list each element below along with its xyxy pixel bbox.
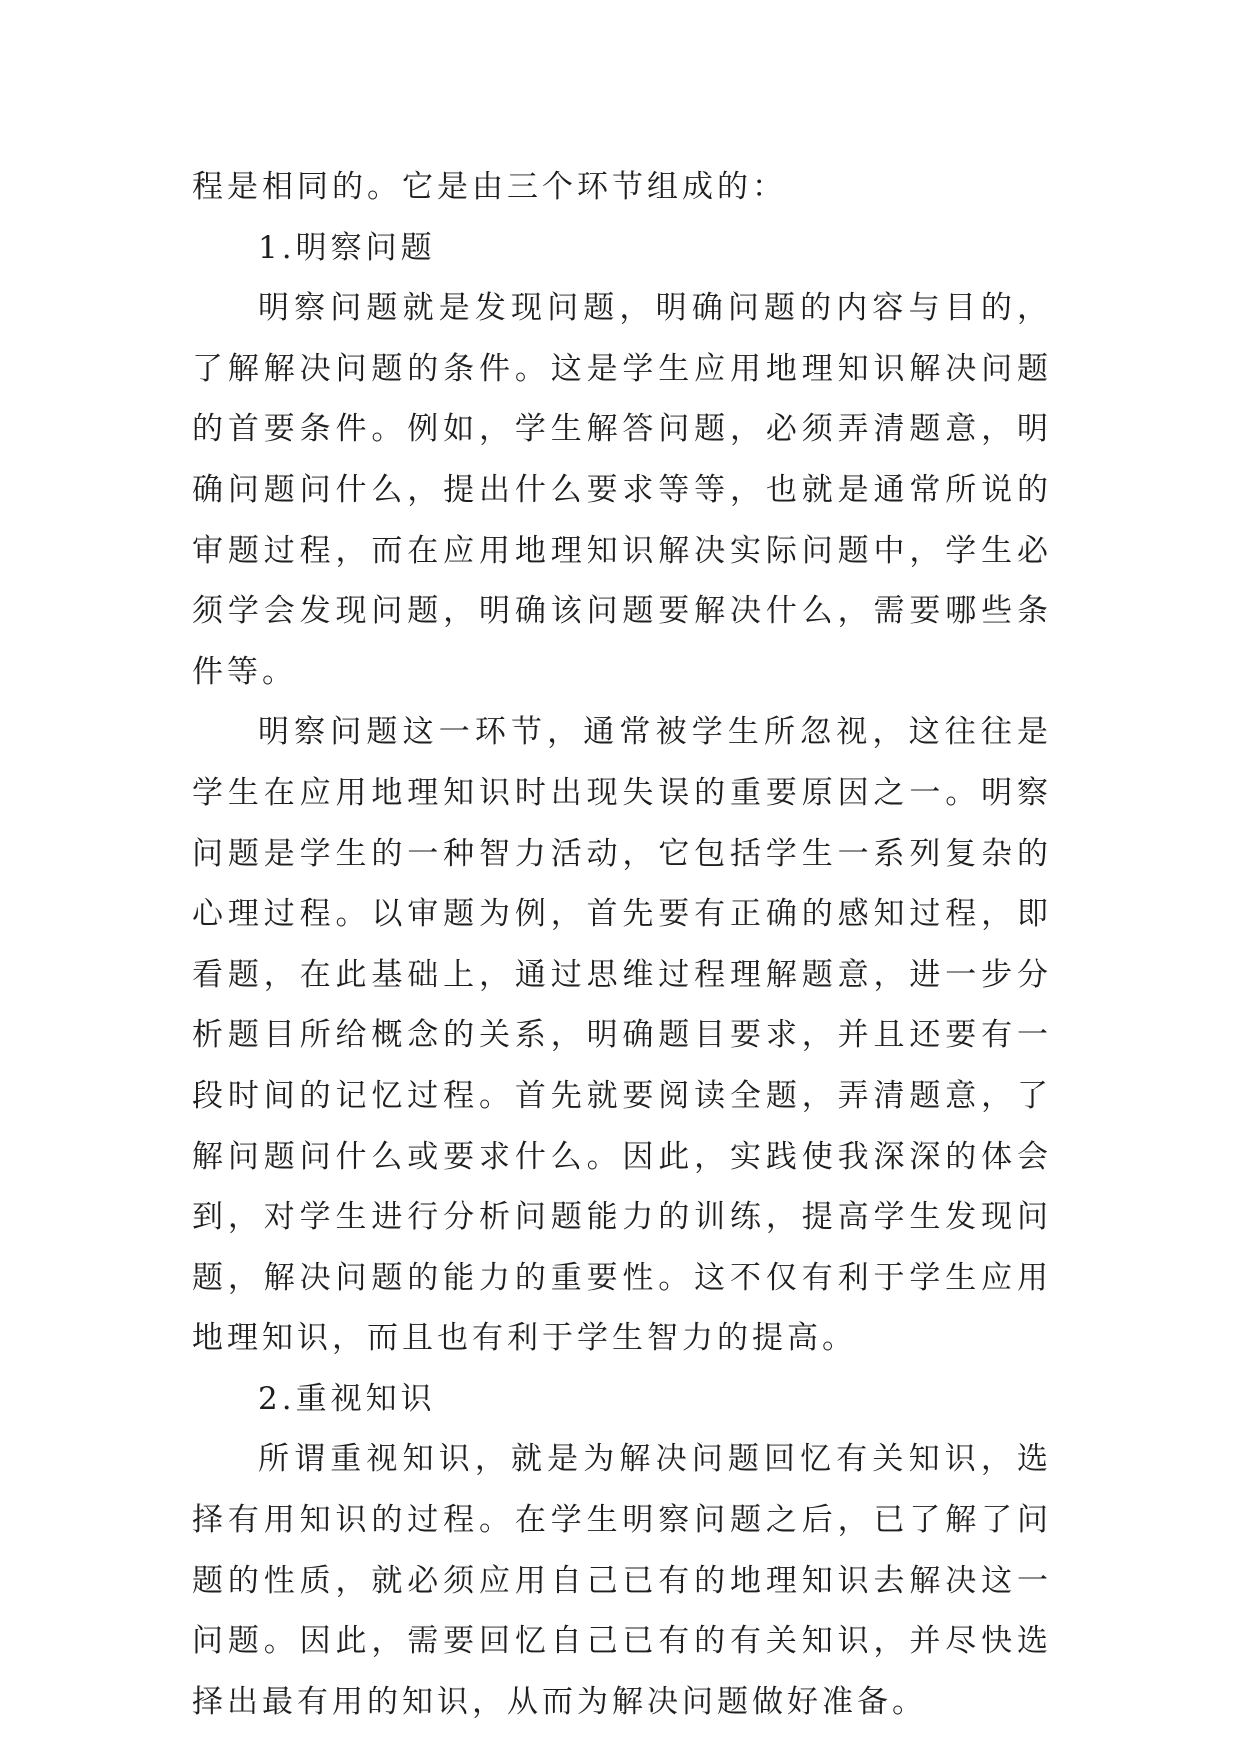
heading-step-1: 1.明察问题 bbox=[258, 229, 436, 266]
paragraph-step-2-definition: 所谓重视知识，就是为解决问题回忆有关知识，选择有用知识的过程。在学生明察问题之后，已了解了问题的性质，就必须应用自己已有的地理知识去解决这一问题。因此，需要回忆自己已有的有关知识，并尽快选择出最有用的知识，从而为解决问题做好准备。 bbox=[192, 1441, 1052, 1720]
heading-step-2: 2.重视知识 bbox=[258, 1380, 436, 1417]
paragraph-step-1-definition: 明察问题就是发现问题，明确问题的内容与目的，了解解决问题的条件。这是学生应用地理知识解决问题的首要条件。例如，学生解答问题，必须弄清题意，明确问题问什么，提出什么要求等等，也就是通常所说的审题过程，而在应用地理知识解决实际问题中，学生必须学会发现问题，明确该问题要解决什么，需要哪些条件等。 bbox=[192, 290, 1052, 690]
document-page bbox=[192, 157, 1052, 1732]
paragraph-intro-continuation: 程是相同的。它是由三个环节组成的： bbox=[192, 169, 787, 205]
paragraph-step-1-discussion: 明察问题这一环节，通常被学生所忽视，这往往是学生在应用地理知识时出现失误的重要原因之一。明察问题是学生的一种智力活动，它包括学生一系列复杂的心理过程。以审题为例，首先要有正确的感知过程，即看题，在此基础上，通过思维过程理解题意，进一步分析题目所给概念的关系，明确题目要求，并且还要有一段时间的记忆过程。首先就要阅读全题，弄清题意，了解问题问什么或要求什么。因此，实践使我深深的体会到，对学生进行分析问题能力的训练，提高学生发现问题，解决问题的能力的重要性。这不仅有利于学生应用地理知识，而且也有利于学生智力的提高。 bbox=[192, 714, 1052, 1357]
